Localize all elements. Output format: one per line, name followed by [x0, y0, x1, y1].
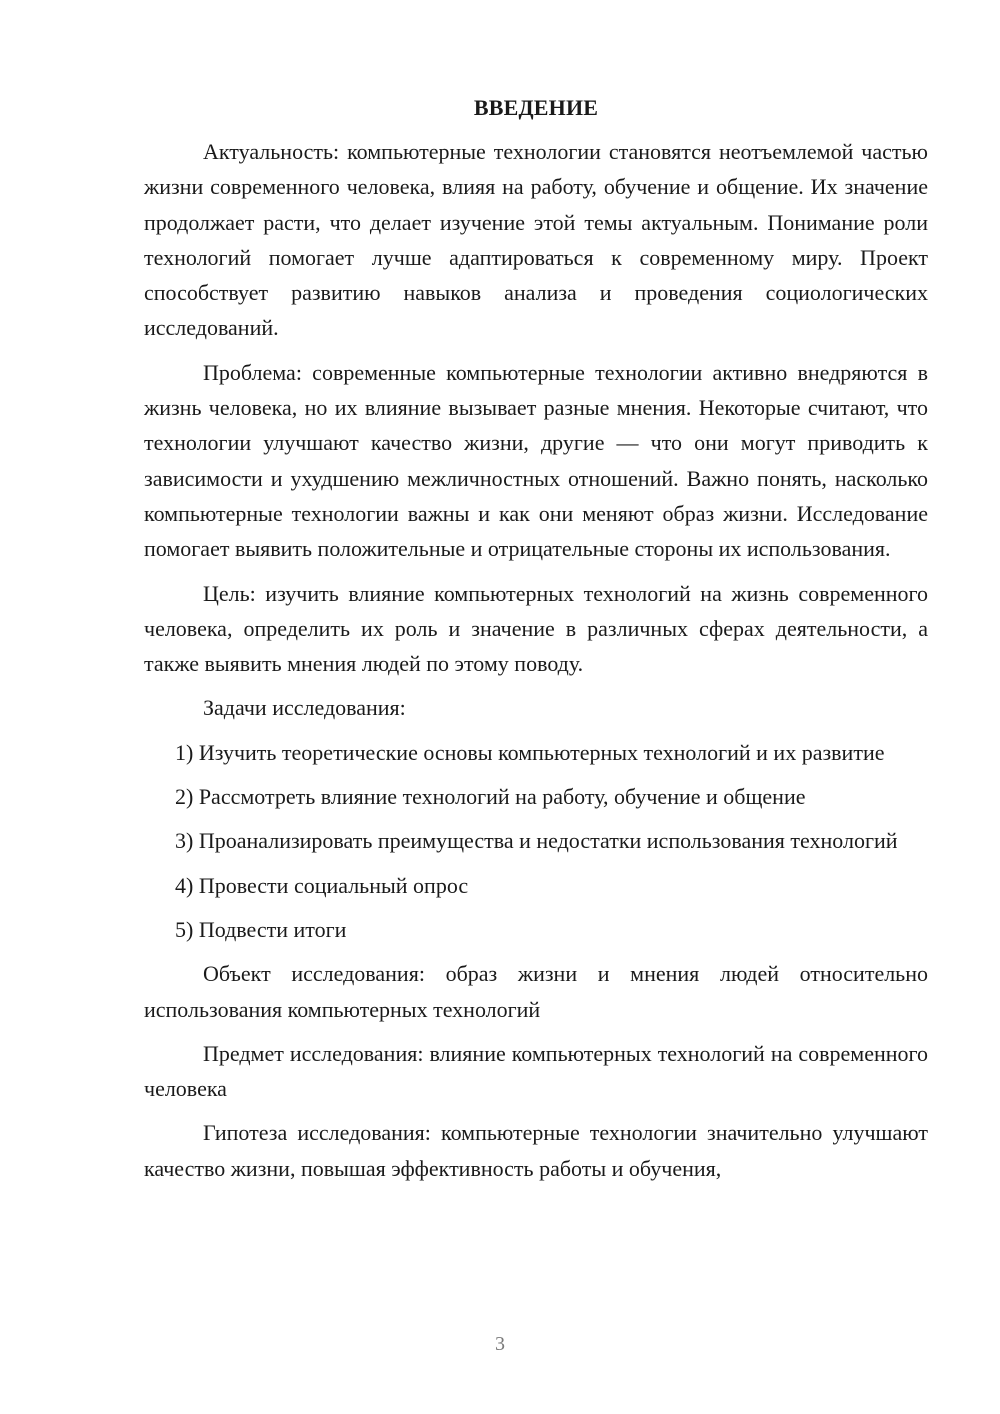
page-title: ВВЕДЕНИЕ: [473, 95, 599, 120]
paragraph-problem: Проблема: современные компьютерные технологии активно внедряются в жизнь человека, но их влияние вызывает разные мнения. Некоторые считают, что технологии улучшают качество жизни, другие — что они могут приводить к зависимости и ухудшению межличностных отношений. Важно понять, насколько компьютерные технологии важны и как они меняют образ жизни. Исследование помогает выявить положительные и отрицательные стороны их использования.: [144, 359, 928, 562]
task-item-2: 2) Рассмотреть влияние технологий на работу, обучение и общение: [175, 784, 806, 810]
page-number: 3: [495, 1333, 505, 1355]
task-item-3: 3) Проанализировать преимущества и недостатки использования технологий: [175, 828, 898, 854]
paragraph-object: Объект исследования: образ жизни и мнения людей относительно использования компьютерных технологий: [144, 961, 928, 1022]
paragraph-subject: Предмет исследования: влияние компьютерных технологий на современного человека: [144, 1040, 928, 1102]
tasks-heading: Задачи исследования:: [203, 695, 406, 721]
task-item-1: 1) Изучить теоретические основы компьютерных технологий и их развитие: [175, 739, 885, 765]
paragraph-hypothesis: Гипотеза исследования: компьютерные технологии значительно улучшают качество жизни, повышая эффективность работы и обучения,: [144, 1120, 928, 1181]
paragraph-goal: Цель: изучить влияние компьютерных технологий на жизнь современного человека, определить их роль и значение в различных сферах деятельности, а также выявить мнения людей по этому поводу.: [144, 580, 928, 677]
paragraph-relevance: Актуальность: компьютерные технологии становятся неотъемлемой частью жизни современного человека, влияя на работу, обучение и общение. Их значение продолжает расти, что делает изучение этой темы актуальным. Понимание роли технологий помогает лучше адаптироваться к современному миру. Проект способствует развитию навыков анализа и проведения социологических исследований.: [144, 139, 928, 341]
task-item-4: 4) Провести социальный опрос: [175, 872, 469, 898]
task-item-5: 5) Подвести итоги: [175, 916, 347, 942]
page-content: [144, 90, 928, 1195]
